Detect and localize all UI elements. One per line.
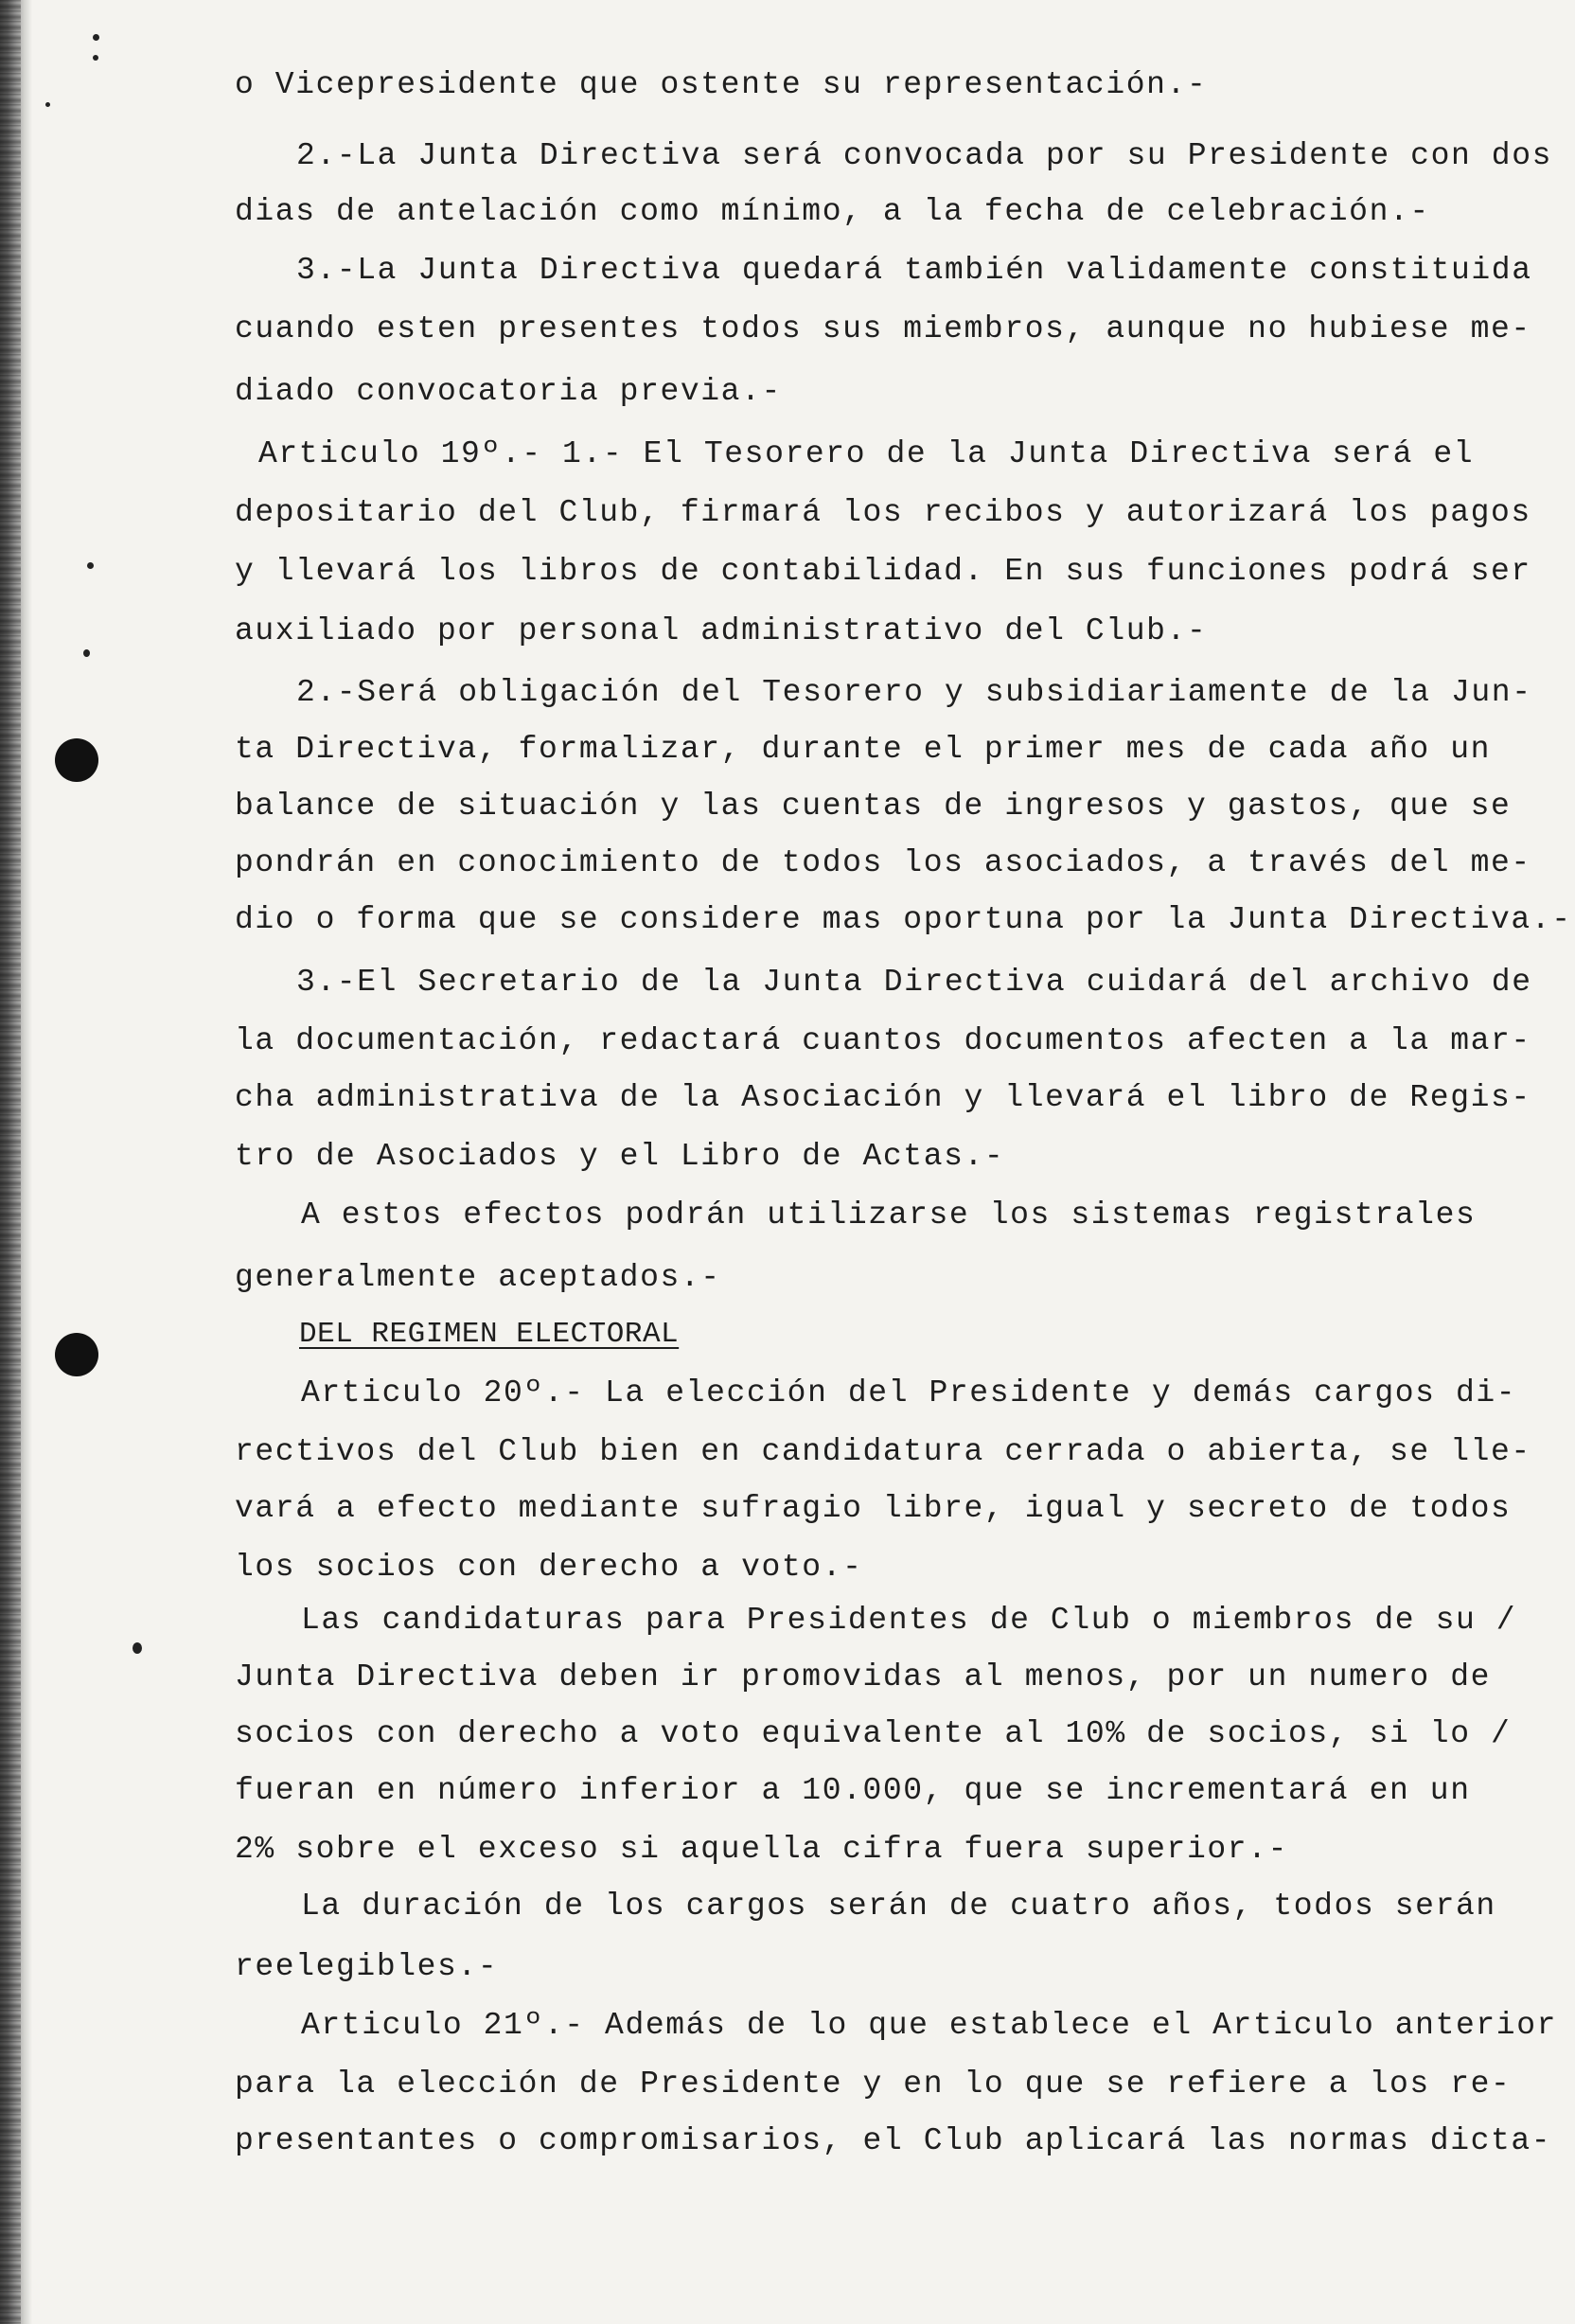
text-line: A estos efectos podrán utilizarse los sistemas registrales [301, 1197, 1477, 1233]
scan-speck [93, 55, 98, 61]
text-line: dias de antelación como mínimo, a la fecha de celebración.- [235, 194, 1430, 229]
text-line: balance de situación y las cuentas de ingresos y gastos, que se [235, 789, 1512, 824]
text-line: la documentación, redactará cuantos documentos afecten a la mar- [235, 1023, 1531, 1058]
text-line: para la elección de Presidente y en lo que se refiere a los re- [235, 2067, 1512, 2102]
scan-speck [87, 562, 94, 569]
text-line: reelegibles.- [235, 1949, 499, 1984]
text-line: cuando esten presentes todos sus miembros, aunque no hubiese me- [235, 311, 1531, 346]
text-line: 2.-Será obligación del Tesorero y subsidiariamente de la Jun- [296, 675, 1532, 710]
text-line: 2% sobre el exceso si aquella cifra fuera superior.- [235, 1832, 1288, 1867]
text-line: generalmente aceptados.- [235, 1260, 721, 1295]
text-line: rectivos del Club bien en candidatura cerrada o abierta, se lle- [235, 1434, 1531, 1469]
text-line: ta Directiva, formalizar, durante el primer mes de cada año un [235, 732, 1491, 767]
scan-speck [83, 649, 90, 657]
text-line: socios con derecho a voto equivalente al 10% de socios, si lo / [235, 1716, 1512, 1751]
scan-speck [45, 102, 50, 107]
text-line: 2.-La Junta Directiva será convocada por su Presidente con dos [296, 138, 1552, 173]
text-line: Articulo 20º.- La elección del Presidente y demás cargos di- [301, 1375, 1517, 1410]
text-line: Articulo 21º.- Además de lo que establece el Articulo anterior [301, 2008, 1557, 2043]
text-line: diado convocatoria previa.- [235, 374, 782, 409]
text-line: o Vicepresidente que ostente su representación.- [235, 67, 1208, 102]
text-line: los socios con derecho a voto.- [235, 1550, 863, 1585]
text-line: Las candidaturas para Presidentes de Club o miembros de su / [301, 1603, 1517, 1638]
scan-speck [133, 1642, 142, 1654]
text-line: La duración de los cargos serán de cuatro años, todos serán [301, 1889, 1496, 1924]
punch-hole-top [55, 738, 98, 782]
punch-hole-bottom [55, 1333, 98, 1376]
text-line: 3.-El Secretario de la Junta Directiva cuidará del archivo de [296, 965, 1532, 1000]
text-line: Articulo 19º.- 1.- El Tesorero de la Junta Directiva será el [258, 436, 1475, 471]
text-line: dio o forma que se considere mas oportuna por la Junta Directiva.- [235, 902, 1572, 937]
text-line: Junta Directiva deben ir promovidas al menos, por un numero de [235, 1659, 1491, 1694]
text-line: y llevará los libros de contabilidad. En sus funciones podrá ser [235, 554, 1531, 589]
text-line: fueran en número inferior a 10.000, que se incrementará en un [235, 1773, 1471, 1808]
text-line: presentantes o compromisarios, el Club aplicará las normas dicta- [235, 2123, 1552, 2158]
text-line: tro de Asociados y el Libro de Actas.- [235, 1139, 1005, 1174]
scan-edge-noise [0, 0, 21, 2324]
text-line: pondrán en conocimiento de todos los asociados, a través del me- [235, 845, 1531, 880]
text-line: vará a efecto mediante sufragio libre, igual y secreto de todos [235, 1491, 1512, 1526]
text-line faded: auxiliado por personal administrativo del Club.- [235, 613, 1208, 648]
text-line: depositario del Club, firmará los recibos y autorizará los pagos [235, 495, 1531, 530]
section-heading: DEL REGIMEN ELECTORAL [299, 1318, 680, 1351]
text-line: 3.-La Junta Directiva quedará también validamente constituida [296, 253, 1532, 288]
text-line: cha administrativa de la Asociación y llevará el libro de Regis- [235, 1080, 1531, 1115]
scan-speck [93, 34, 99, 41]
